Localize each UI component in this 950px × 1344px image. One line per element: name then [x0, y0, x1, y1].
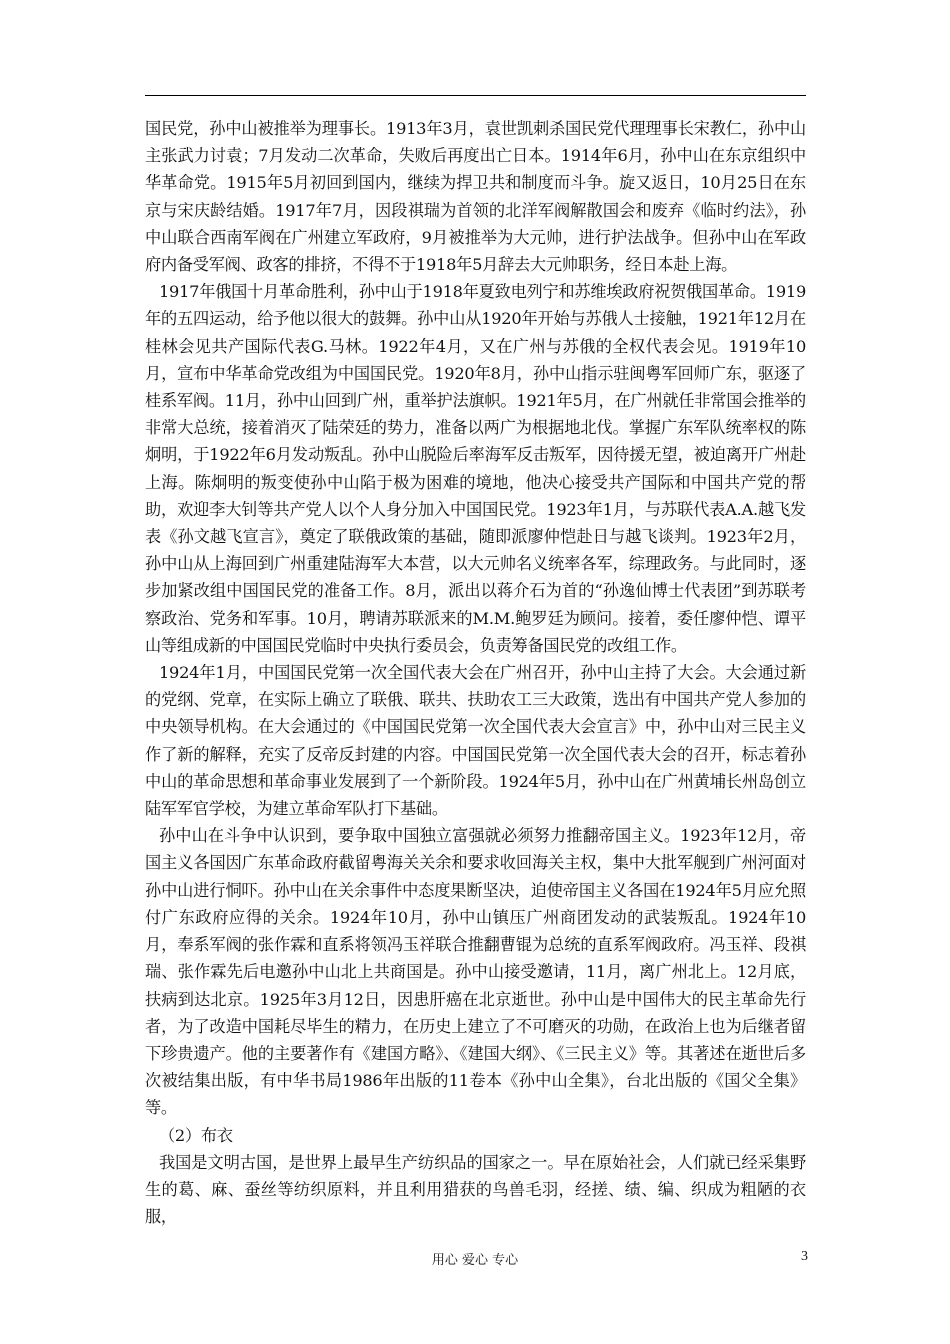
section-heading: （2）布衣: [159, 1125, 233, 1145]
header-rule: [145, 95, 806, 96]
page-number: 3: [801, 1249, 808, 1264]
paragraph-2: 1917年俄国十月革命胜利，孙中山于1918年夏致电列宁和苏维埃政府祝贺俄国革命。1919年的五四运动，给予他以很大的鼓舞。孙中山从1920年开始与苏俄人士接触，1921年12月在桂林会见共产国际代表G.马林。1922年4月，又在广州与苏俄的全权代表会见。1919年10月，宣布中华革命党改组为中国国民党。1920年8月，孙中山指示驻闽粤军回师广东，驱逐了桂系军阀。11月，孙中山回到广州，重举护法旗帜。1921年5月，在广州就任非常国会推举的非常大总统，接着消灭了陆荣廷的势力，准备以两广为根据地北伐。掌握广东军队统率权的陈炯明，于1922年6月发动叛乱。孙中山脱险后率海军反击叛军，因待援无望，被迫离开广州赴上海。陈炯明的叛变使孙中山陷于极为困难的境地，他决心接受共产国际和中国共产党的帮助，欢迎李大钊等共产党人以个人身分加入中国国民党。1923年1月，与苏联代表A.A.越飞发表《孙文越飞宣言》，奠定了联俄政策的基础，随即派廖仲恺赴日与越飞谈判。1923年2月，孙中山从上海回到广州重建陆海军大本营，以大元帅名义统率各军，综理政务。与此同时，逐步加紧改组中国国民党的准备工作。8月，派出以蒋介石为首的“孙逸仙博士代表团”到苏联考察政治、党务和军事。10月，聘请苏联派来的M.M.鲍罗廷为顾问。接着，委任廖仲恺、谭平山等组成新的中国国民党临时中央执行委员会，负责筹备国民党的改组工作。: [145, 282, 806, 655]
paragraph-4: 孙中山在斗争中认识到，要争取中国独立富强就必须努力推翻帝国主义。1923年12月，帝国主义各国因广东革命政府截留粤海关关余和要求收回海关主权，集中大批军舰到广州河面对孙中山进行恫吓。孙中山在关余事件中态度果断坚决，迫使帝国主义各国在1924年5月应允照付广东政府应得的关余。1924年10月，孙中山镇压广州商团发动的武装叛乱。1924年10月，奉系军阀的张作霖和直系将领冯玉祥联合推翻曹锟为总统的直系军阀政府。冯玉祥、段祺瑞、张作霖先后电邀孙中山北上共商国是。孙中山接受邀请，11月，离广州北上。12月底，扶病到达北京。1925年3月12日，因患肝癌在北京逝世。孙中山是中国伟大的民主革命先行者，为了改造中国耗尽毕生的精力，在历史上建立了不可磨灭的功勋，在政治上也为后继者留下珍贵遗产。他的主要著作有《建国方略》、《建国大纲》、《三民主义》等。其著述在逝世后多次被结集出版，有中华书局1986年出版的11卷本《孙中山全集》，台北出版的《国父全集》等。: [145, 826, 806, 1118]
paragraph-1: 国民党，孙中山被推举为理事长。1913年3月，袁世凯刺杀国民党代理理事长宋教仁，孙中山主张武力讨袁；7月发动二次革命，失败后再度出亡日本。1914年6月，孙中山在东京组织中华革命党。1915年5月初回到国内，继续为捍卫共和制度而斗争。旋又返日，10月25日在东京与宋庆龄结婚。1917年7月，因段祺瑞为首领的北洋军阀解散国会和废弃《临时约法》，孙中山联合西南军阀在广州建立军政府，9月被推举为大元帅，进行护法战争。但孙中山在军政府内备受军阀、政客的排挤，不得不于1918年5月辞去大元帅职务，经日本赴上海。: [145, 119, 806, 275]
paragraph-5: 我国是文明古国，是世界上最早生产纺织品的国家之一。早在原始社会，人们就已经采集野生的葛、麻、蚕丝等纺织原料，并且利用猎获的鸟兽毛羽，经搓、绩、编、织成为粗陋的衣服，: [145, 1152, 806, 1227]
footer-motto: 用心 爱心 专心: [431, 1253, 519, 1268]
paragraph-3: 1924年1月，中国国民党第一次全国代表大会在广州召开，孙中山主持了大会。大会通过新的党纲、党章，在实际上确立了联俄、联共、扶助农工三大政策，选出有中国共产党人参加的中央领导机构。在大会通过的《中国国民党第一次全国代表大会宣言》中，孙中山对三民主义作了新的解释，充实了反帝反封建的内容。中国国民党第一次全国代表大会的召开，标志着孙中山的革命思想和革命事业发展到了一个新阶段。1924年5月，孙中山在广州黄埔长州岛创立陆军军官学校，为建立革命军队打下基础。: [145, 663, 806, 819]
body-text: [145, 115, 806, 1230]
